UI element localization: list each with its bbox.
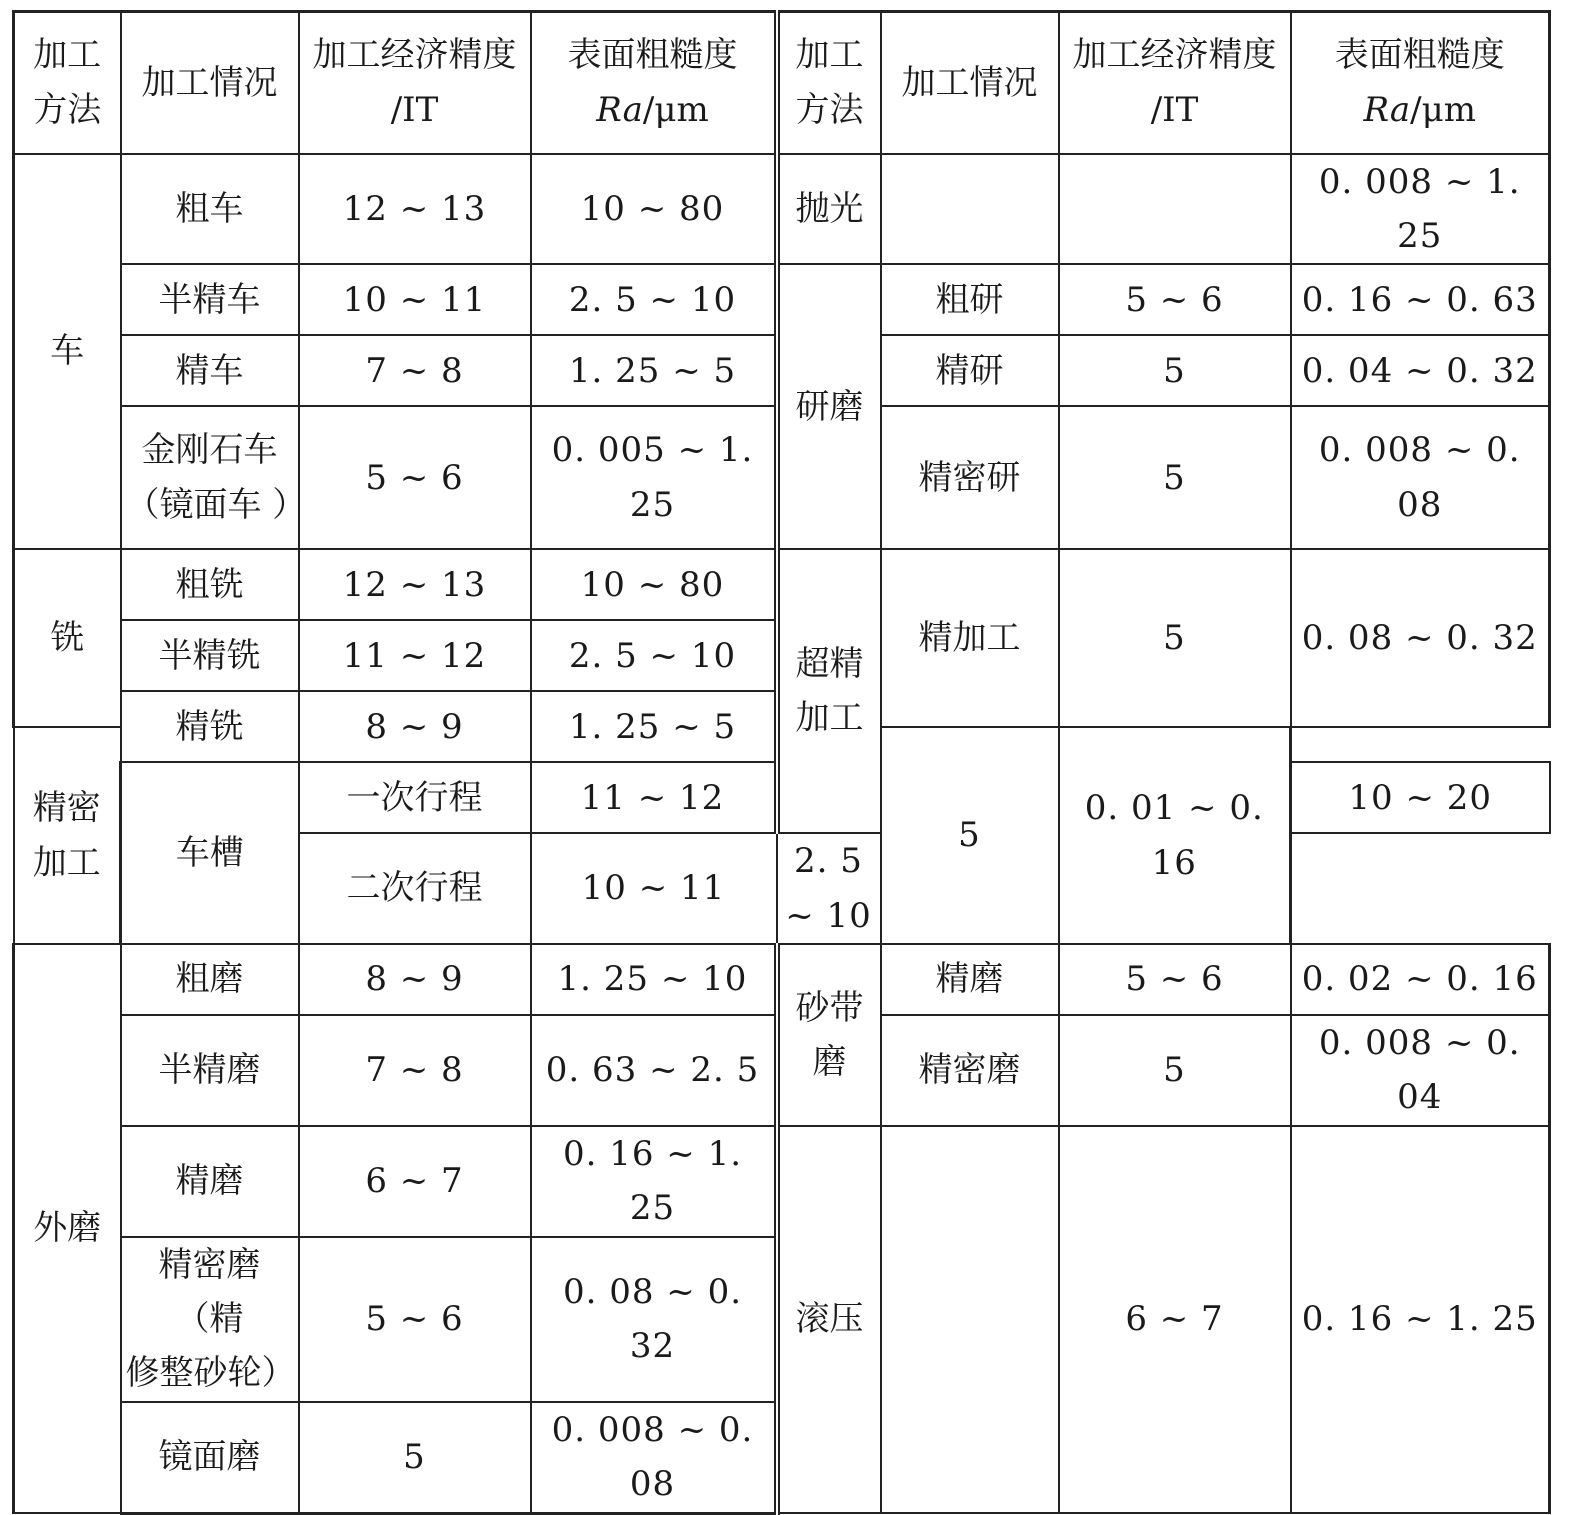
roughness-cell: 1. 25 ~ 10 (531, 944, 777, 1015)
roughness-cell: 0. 01 ~ 0. 16 (1059, 727, 1291, 944)
condition-cell (881, 1126, 1059, 1513)
precision-cell: 8 ~ 9 (299, 691, 531, 762)
condition-cell: 精密研 (881, 406, 1059, 549)
method-che: 车 (14, 154, 121, 550)
roughness-cell: 1. 25 ~ 5 (531, 691, 777, 762)
precision-cell: 5 ~ 6 (1059, 264, 1291, 335)
roughness-cell: 2. 5 ~ 10 (777, 833, 881, 944)
precision-cell: 5 (299, 1402, 531, 1513)
machining-table-container (12, 10, 1551, 1515)
precision-cell: 11 ~ 12 (531, 762, 777, 833)
condition-cell: 精磨 (881, 944, 1059, 1015)
condition-cell: 粗铣 (121, 549, 299, 620)
roughness-cell: 0. 16 ~ 1. 25 (531, 1126, 777, 1237)
condition-cell: 半精铣 (121, 620, 299, 691)
method-chaojing: 超精 加工 (777, 549, 881, 833)
header-method-left: 加工 方法 (14, 12, 121, 154)
table-row (14, 154, 1550, 265)
method-gunya: 滚压 (777, 1126, 881, 1513)
roughness-cell: 10 ~ 20 (1291, 762, 1550, 833)
condition-cell: 精密磨（精 修整砂轮） (121, 1237, 299, 1402)
precision-cell: 5 (1059, 406, 1291, 549)
header-precision-right: 加工经济精度 /IT (1059, 12, 1291, 154)
condition-cell: 精铣 (121, 691, 299, 762)
condition-cell: 一次行程 (299, 762, 531, 833)
header-condition-right: 加工情况 (881, 12, 1059, 154)
roughness-cell: 0. 02 ~ 0. 16 (1291, 944, 1550, 1015)
method-yanmo: 研磨 (777, 264, 881, 549)
header-method-right: 加工 方法 (777, 12, 881, 154)
header-precision-left: 加工经济精度 /IT (299, 12, 531, 154)
precision-cell (1059, 154, 1291, 265)
precision-cell: 5 ~ 6 (299, 1237, 531, 1402)
table-row (14, 549, 1550, 620)
precision-cell: 12 ~ 13 (299, 154, 531, 265)
precision-cell: 5 ~ 6 (299, 406, 531, 549)
precision-cell: 5 ~ 6 (1059, 944, 1291, 1015)
condition-cell: 粗车 (121, 154, 299, 265)
header-row (14, 12, 1550, 154)
roughness-cell: 2. 5 ~ 10 (531, 264, 777, 335)
roughness-cell: 0. 63 ~ 2. 5 (531, 1015, 777, 1126)
condition-cell: 精密磨 (881, 1015, 1059, 1126)
condition-cell: 半精磨 (121, 1015, 299, 1126)
precision-cell: 5 (1059, 549, 1291, 727)
precision-cell: 5 (1059, 335, 1291, 406)
roughness-cell: 0. 04 ~ 0. 32 (1291, 335, 1550, 406)
precision-cell: 5 (881, 727, 1059, 944)
precision-cell: 5 (1059, 1015, 1291, 1126)
table-row (14, 1126, 1550, 1237)
roughness-cell: 2. 5 ~ 10 (531, 620, 777, 691)
condition-cell: 镜面磨 (121, 1402, 299, 1513)
roughness-cell: 0. 16 ~ 1. 25 (1291, 1126, 1550, 1513)
method-checao: 车槽 (121, 762, 299, 944)
condition-cell: 金刚石车 （镜面车 ） (121, 406, 299, 549)
roughness-cell: 0. 008 ~ 0. 08 (1291, 406, 1550, 549)
precision-cell: 7 ~ 8 (299, 335, 531, 406)
roughness-cell: 10 ~ 80 (531, 154, 777, 265)
roughness-cell: 10 ~ 80 (531, 549, 777, 620)
roughness-cell: 0. 08 ~ 0. 32 (531, 1237, 777, 1402)
condition-cell: 粗研 (881, 264, 1059, 335)
header-roughness-left: 表面粗糙度 Ra/μm (531, 12, 777, 154)
condition-cell: 精加工 (881, 549, 1059, 727)
roughness-cell: 1. 25 ~ 5 (531, 335, 777, 406)
roughness-cell: 0. 08 ~ 0. 32 (1291, 549, 1550, 727)
condition-cell: 粗磨 (121, 944, 299, 1015)
table-row (14, 944, 1550, 1015)
precision-cell: 10 ~ 11 (299, 264, 531, 335)
precision-cell: 8 ~ 9 (299, 944, 531, 1015)
precision-cell: 11 ~ 12 (299, 620, 531, 691)
method-paoguang: 抛光 (777, 154, 881, 265)
header-condition-left: 加工情况 (121, 12, 299, 154)
roughness-cell: 0. 008 ~ 0. 08 (531, 1402, 777, 1513)
condition-cell: 精磨 (121, 1126, 299, 1237)
precision-cell: 12 ~ 13 (299, 549, 531, 620)
precision-cell: 6 ~ 7 (1059, 1126, 1291, 1513)
header-roughness-right: 表面粗糙度 Ra/μm (1291, 12, 1550, 154)
machining-accuracy-table (12, 10, 1551, 1515)
condition-cell: 半精车 (121, 264, 299, 335)
table-row (14, 264, 1550, 335)
condition-cell: 精密加工 (14, 727, 121, 944)
roughness-cell: 0. 008 ~ 1. 25 (1291, 154, 1550, 265)
method-shadai: 砂带 磨 (777, 944, 881, 1126)
roughness-cell: 0. 16 ~ 0. 63 (1291, 264, 1550, 335)
condition-cell: 二次行程 (299, 833, 531, 944)
precision-cell: 10 ~ 11 (531, 833, 777, 944)
precision-cell: 6 ~ 7 (299, 1126, 531, 1237)
condition-cell: 精研 (881, 335, 1059, 406)
condition-cell (881, 154, 1059, 265)
roughness-cell: 0. 008 ~ 0. 04 (1291, 1015, 1550, 1126)
method-xi: 铣 (14, 549, 121, 727)
method-waimo: 外磨 (14, 944, 121, 1513)
roughness-cell: 0. 005 ~ 1. 25 (531, 406, 777, 549)
precision-cell: 7 ~ 8 (299, 1015, 531, 1126)
condition-cell: 精车 (121, 335, 299, 406)
